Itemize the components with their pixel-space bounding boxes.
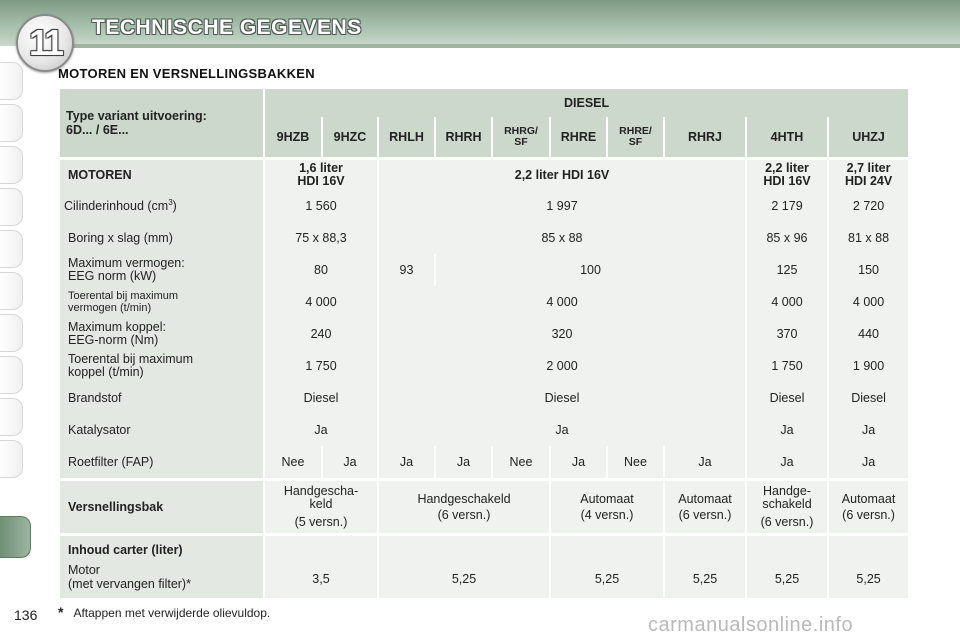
engine-group-4: 2,7 liter HDI 24V — [829, 160, 908, 190]
cell-value: 1 750 — [747, 350, 827, 382]
cell-value: 85 x 96 — [747, 222, 827, 254]
cell-value: 240 — [265, 318, 377, 350]
gearbox-cell: Handgeschakeld (6 versn.) — [379, 481, 549, 533]
chapter-tab[interactable] — [0, 398, 23, 436]
chapter-tab[interactable] — [0, 230, 23, 268]
cell-value: 3,5 — [265, 536, 377, 598]
cell-value: 85 x 88 — [379, 222, 745, 254]
chapter-number-badge: 11 — [16, 14, 74, 72]
fuel-header: DIESEL — [265, 89, 908, 117]
cell-value: 320 — [379, 318, 745, 350]
gearbox-cell: Automaat (6 versn.) — [829, 481, 908, 533]
cell-value: 1 900 — [829, 350, 908, 382]
chapter-tab[interactable] — [0, 188, 23, 226]
table-row — [60, 350, 908, 382]
footnote: * Aftappen met verwijderde olievuldop. — [58, 604, 271, 620]
cell-value: 1 997 — [379, 190, 745, 222]
cell-value: 5,25 — [379, 536, 549, 598]
row-label: Maximum koppel: EEG-norm (Nm) — [60, 318, 263, 350]
cell-value: Ja — [323, 446, 377, 478]
type-variant-label: Type variant uitvoering: 6D... / 6E... — [60, 89, 263, 157]
variant-code: RHRG/ SF — [493, 117, 549, 157]
chapter-tab[interactable] — [0, 62, 23, 100]
variant-code: 9HZC — [323, 117, 377, 157]
cell-value: Ja — [265, 414, 377, 446]
row-label: Maximum vermogen: EEG norm (kW) — [60, 254, 263, 286]
chapter-tab[interactable] — [0, 314, 23, 352]
carter-label: Inhoud carter (liter) Motor (met vervangen filter)* — [60, 536, 263, 598]
section-title: MOTOREN EN VERSNELLINGSBAKKEN — [58, 66, 315, 81]
cell-value: 4 000 — [829, 286, 908, 318]
cell-value: Diesel — [379, 382, 745, 414]
cell-value: Diesel — [829, 382, 908, 414]
row-label: Toerental bij maximum koppel (t/min) — [60, 350, 263, 382]
row-label: Toerental bij maximum vermogen (t/min) — [60, 286, 263, 318]
versnellingsbak-label: Versnellingsbak — [60, 481, 263, 533]
cell-value: 440 — [829, 318, 908, 350]
cell-value: 75 x 88,3 — [265, 222, 377, 254]
row-label: Katalysator — [60, 414, 263, 446]
cell-value: Diesel — [747, 382, 827, 414]
table-row — [60, 536, 908, 598]
cell-value: Nee — [265, 446, 321, 478]
cell-value: 80 — [265, 254, 377, 286]
page-title: TECHNISCHE GEGEVENS — [92, 16, 362, 39]
cell-value: 5,25 — [551, 536, 663, 598]
gearbox-cell: Handge- schakeld (6 versn.) — [747, 481, 827, 533]
cell-value: 4 000 — [379, 286, 745, 318]
variant-code: RHRH — [436, 117, 491, 157]
cell-value: Nee — [608, 446, 663, 478]
cell-value: 93 — [379, 254, 434, 286]
cell-value: 2 000 — [379, 350, 745, 382]
cell-value: 125 — [747, 254, 827, 286]
chapter-tab[interactable] — [0, 104, 23, 142]
cell-value: Ja — [436, 446, 491, 478]
table-row — [60, 286, 908, 318]
table-row — [60, 222, 908, 254]
cell-value: 5,25 — [747, 536, 827, 598]
cell-value: 1 750 — [265, 350, 377, 382]
table-row — [60, 446, 908, 478]
cell-value: Ja — [829, 446, 908, 478]
row-label: Roetfilter (FAP) — [60, 446, 263, 478]
cell-value: Ja — [551, 446, 606, 478]
table-row — [60, 318, 908, 350]
engine-group-1: 1,6 liter HDI 16V — [265, 160, 377, 190]
page-number: 136 — [14, 607, 38, 623]
motoren-label: MOTOREN — [60, 160, 263, 190]
engine-group-3: 2,2 liter HDI 16V — [747, 160, 827, 190]
cell-value: 5,25 — [829, 536, 908, 598]
table-row — [60, 254, 908, 286]
variant-code: UHZJ — [829, 117, 908, 157]
variant-code: RHRE/ SF — [608, 117, 663, 157]
cell-value: Ja — [379, 414, 745, 446]
variant-code: RHRJ — [665, 117, 745, 157]
row-label: Brandstof — [60, 382, 263, 414]
chapter-tab[interactable] — [0, 146, 23, 184]
cell-value: 100 — [436, 254, 745, 286]
cell-value: 370 — [747, 318, 827, 350]
cell-value: 150 — [829, 254, 908, 286]
cell-value: 4 000 — [747, 286, 827, 318]
chapter-tab[interactable] — [0, 440, 23, 478]
cell-value: Ja — [665, 446, 745, 478]
chapter-tab-active[interactable] — [0, 516, 31, 558]
cell-value: 2 720 — [829, 190, 908, 222]
cell-value: Nee — [493, 446, 549, 478]
table-row — [60, 414, 908, 446]
table-row — [60, 382, 908, 414]
cell-value: 2 179 — [747, 190, 827, 222]
cell-value: Ja — [747, 446, 827, 478]
table-row — [60, 190, 908, 222]
gearbox-cell: Automaat (6 versn.) — [665, 481, 745, 533]
cell-value: Ja — [379, 446, 434, 478]
variant-code: RHLH — [379, 117, 434, 157]
chapter-tab[interactable] — [0, 272, 23, 310]
gearbox-cell: Handgescha- keld (5 versn.) — [265, 481, 377, 533]
engine-spec-table — [58, 89, 910, 598]
cell-value: 81 x 88 — [829, 222, 908, 254]
chapter-tab[interactable] — [0, 356, 23, 394]
cell-value: Ja — [829, 414, 908, 446]
cell-value: Ja — [747, 414, 827, 446]
variant-code: 4HTH — [747, 117, 827, 157]
cell-value: 4 000 — [265, 286, 377, 318]
cell-value: 5,25 — [665, 536, 745, 598]
cell-value: 1 560 — [265, 190, 377, 222]
gearbox-cell: Automaat (4 versn.) — [551, 481, 663, 533]
variant-code: 9HZB — [265, 117, 321, 157]
table-row — [60, 481, 908, 533]
row-label: Boring x slag (mm) — [60, 222, 263, 254]
variant-code: RHRE — [551, 117, 606, 157]
header-underline — [30, 44, 960, 48]
watermark: carmanualsonline.info — [648, 614, 854, 636]
engine-group-2: 2,2 liter HDI 16V — [379, 160, 745, 190]
row-label: Cilinderinhoud $(cm^3)$ — [60, 190, 263, 222]
cell-value: Diesel — [265, 382, 377, 414]
